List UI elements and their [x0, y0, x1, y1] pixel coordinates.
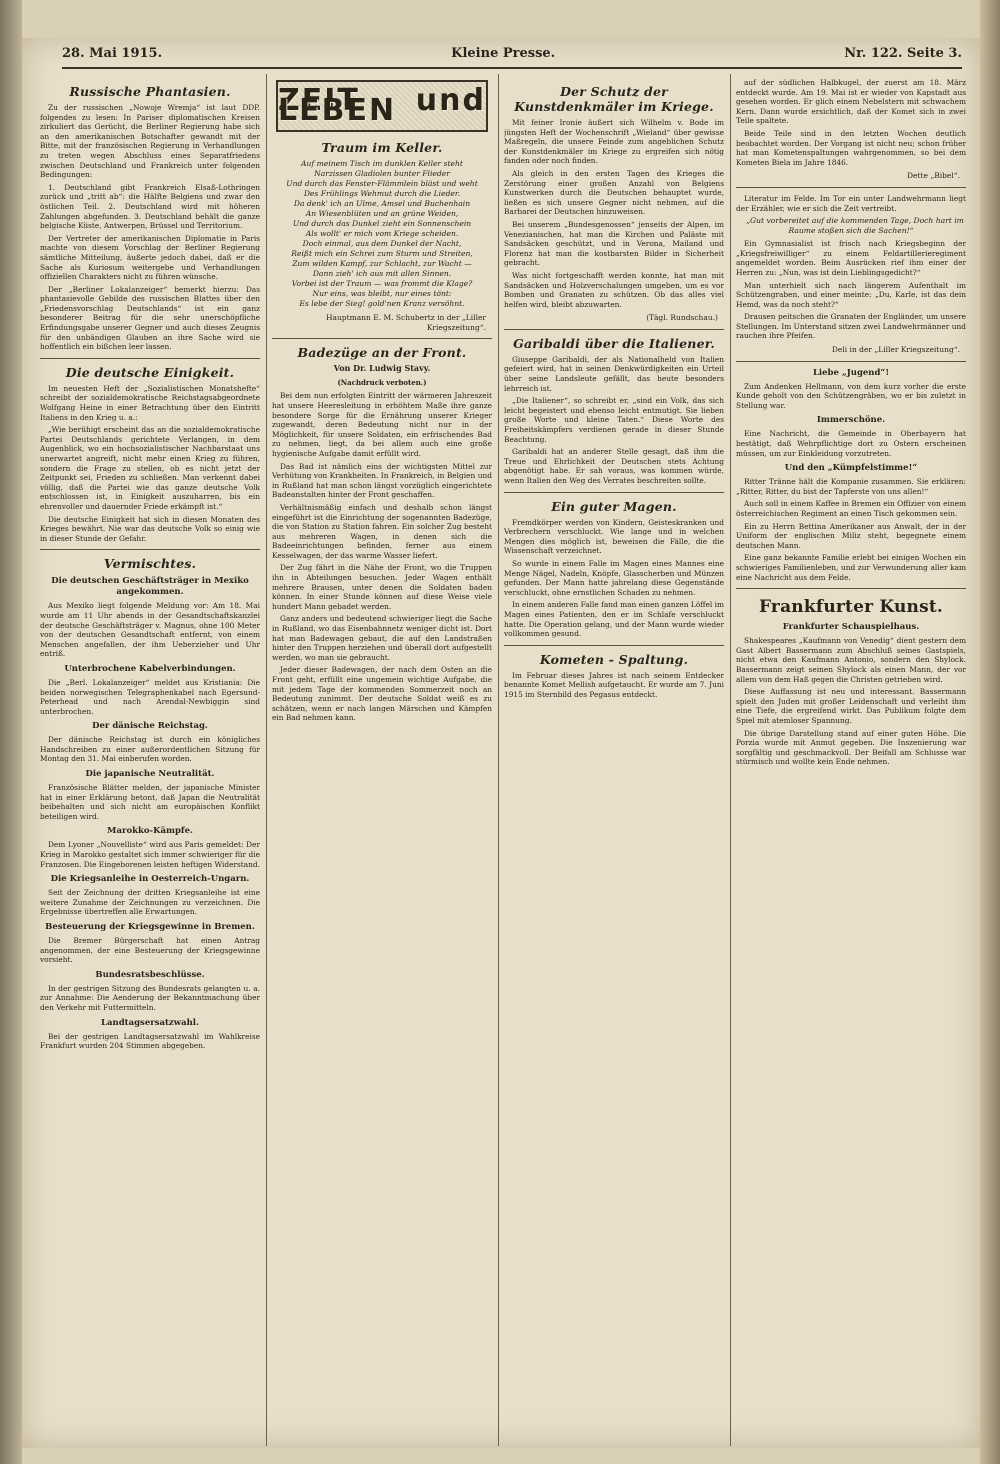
section-title: Vermischtes.	[103, 556, 197, 572]
byline: Von Dr. Ludwig Stavy.	[333, 363, 431, 374]
subheading: Besteuerung der Kriegsgewinne in Bremen.	[45, 922, 255, 932]
paragraph: Beide Teile sind in den letzten Wochen deutlich beobachtet worden. Der Vorgang ist nicht neu; schon früher hat man Kometenspaltungen wahrgenommen, so bei dem Kometen Biela im Jahre 1846.	[736, 128, 966, 167]
source-note: (Tägl. Rundschau.)	[646, 313, 718, 323]
paragraph: Garibaldi hat an anderer Stelle gesagt, daß ihm die Treue und Ehrlichkeit der Deutschen stets Achtung abgenötigt habe. Er sah voraus, was kommen würde, wenn Italien den Weg des Verrates beschreiten sollte.	[504, 447, 724, 485]
paragraph: Dem Lyoner „Nouvelliste“ wird aus Paris gemeldet: Der Krieg in Marokko gestaltet sich immer schwieriger für die Franzosen. Die Eingeborenen leisten heftigen Widerstand.	[40, 840, 260, 869]
article-title: Russische Phantasien.	[69, 84, 231, 99]
feuilleton-banner	[276, 80, 488, 132]
paragraph: So wurde in einem Falle im Magen eines Mannes eine Menge Nägel, Nadeln, Knöpfe, Glasscherben und Münzen gefunden. Der Mann hatte jahrelang diese Gegenstände verschluckt, ohne ernstlichen Schaden zu nehmen.	[504, 558, 724, 597]
column-2	[272, 78, 492, 1438]
divider	[40, 358, 260, 359]
paragraph: Zum Andenken Hellmann, von dem kurz vorher die erste Kunde geholt von den Schützengräben, wo er bis zuletzt in Stellung war.	[736, 381, 966, 410]
paragraph: Jeder dieser Badewagen, der nach dem Osten an die Front geht, erfüllt eine ungemein wichtige Aufgabe, die mit jedem Tage der kommenden Sommerzeit noch an Bedeutung zunimmt. Der deutsche Soldat weiß es zu schätzen, wenn er nach langen Märschen und Kämpfen ein Bad nehmen kann.	[272, 665, 492, 723]
poem-line: Und durch das Dunkel zieht ein Sonnenschein	[292, 219, 472, 228]
subheading: Marokko-Kämpfe.	[107, 826, 193, 837]
subheading: Immerschöne.	[816, 415, 886, 426]
paragraph: Mit feiner Ironie äußert sich Wilhelm v. Bode im jüngsten Heft der Wochenschrift „Wieland“ über gewisse Maßregeln, die unsere Feinde zum angeblichen Schutz der Kunstdenkmäler im Kriege zu ergreifen sich nötig fanden oder noch finden.	[504, 118, 724, 166]
subheading: Die japanische Neutralität.	[85, 769, 215, 780]
article-title: Ein guter Magen.	[551, 498, 677, 514]
article-title: Die deutsche Einigkeit.	[65, 364, 235, 380]
subheading: Unterbrochene Kabelverbindungen.	[64, 663, 236, 674]
signature: Dette „Bibel“.	[907, 171, 960, 181]
paragraph: Im Februar dieses Jahres ist nach seinem Entdecker benannte Komet Mellish aufgetaucht. Er wurde am 7. Juni 1915 im Sternbild des Pegasus entdeckt.	[504, 670, 724, 699]
subheading: Und den „Kümpfelstimme!“	[784, 463, 918, 474]
column-4	[736, 78, 966, 1438]
column-rule	[266, 74, 267, 1446]
paragraph: Literatur im Felde. Im Tor ein unter Landwehrmann liegt der Erzähler, wie er sich die Zeit vertreibt.	[736, 193, 966, 213]
header-issue: Nr. 122. Seite 3.	[844, 46, 962, 61]
paragraph: Drausen peitschen die Granaten der Engländer, um unsere Stellungen. Im Unterstand sitzen zwei Landwehrmänner und rauchen ihre Pfeifen.	[736, 312, 966, 341]
article-title: Badezüge an der Front.	[297, 345, 467, 361]
paragraph: Als gleich in den ersten Tagen des Krieges die Zerstörung einer großen Anzahl von Belgiens Kunstwerken durch die Deutschen behauptet wurde, ließen es sich unsere Gegner nicht nehmen, auf die Barbarei der Deutschen hinzuweisen.	[504, 168, 724, 217]
subheading: Bundesratsbeschlüsse.	[95, 969, 205, 980]
paragraph: Der dänische Reichstag ist durch ein königliches Handschreiben zu einer außerordentlichen Sitzung für Montag den 31. Mai einberufen worden.	[40, 735, 260, 764]
paragraph: Shakespeares „Kaufmann von Venedig“ dient gestern dem Gast Albert Bassermann zum Abschluß seines Gastspiels, nicht etwa den Kaufmann Antonio, sondern den Shylock. Bassermann zeigt seinen Shylock als einen Mann, der vor allem von dem Haß gegen die Christen getrieben wird.	[736, 636, 966, 684]
paragraph: Französische Blätter melden, der japanische Minister hat in einer Erklärung betont, daß Japan die Neutralität beibehalten und sich nicht am europäischen Konflikt beteiligen wird.	[40, 783, 260, 821]
divider	[40, 549, 260, 550]
article-title: Kometen - Spaltung.	[539, 651, 689, 667]
article-title: Der Schutz der Kunstdenkmäler im Kriege.	[514, 84, 714, 114]
poem-line: Dann zieh' ich aus mit allen Sinnen.	[312, 269, 452, 278]
poem-line: Und durch das Fenster-Flämmlein bläst und weht	[286, 179, 478, 188]
paragraph: Auch soll in einem Kaffee in Bremen ein Offizier von einem österreichischen Regiment an einen Tisch gekommen sein.	[736, 499, 966, 518]
article-title: Frankfurter Kunst.	[758, 597, 944, 618]
divider	[736, 588, 966, 589]
paragraph: Der Vertreter der amerikanischen Diplomatie in Paris machte von diesem Vorschlag der Berliner Regierung sämtliche Mitteilung, äußerte jedoch dabei, daß er die Sache als Kuriosum weitergebe und Verhandlungen offiziellen Charakters nicht zu führen wünsche.	[40, 233, 260, 282]
divider	[504, 645, 724, 646]
paragraph: „Wie berühigt erscheint das an die sozialdemokratische Partei Deutschlands gerichtete Verlangen, in dem Augenblick, wo ein hochsozialistischer Nachbarstaat uns unerwartet angreift, nicht mehr einen Krieg zu führen, sondern die Frage zu stellen, ob es nicht jetzt der Zeitpunkt sei, Frieden zu schließen. Man verkennt dabei völlig, daß die Partei wie das ganze deutsche Volk entschlossen ist, in Einigkeit auszuharren, bis ein ehrenvoller und dauernder Friede erkämpft ist.“	[40, 425, 260, 511]
signature: Deli in der „Liller Kriegszeitung“.	[831, 345, 960, 355]
paragraph: Das Bad ist nämlich eins der wichtigsten Mittel zur Verhütung von Krankheiten. In Frankreich, in Belgien und in Rußland hat man schon längst vorzüglich eingerichtete Badeanstalten hinter der Front geschaffen.	[272, 461, 492, 500]
poem-line: Da denk' ich an Ulme, Amsel und Buchenhain	[293, 199, 471, 208]
column-rule	[498, 74, 499, 1446]
subheading: Landtagsersatzwahl.	[101, 1017, 199, 1028]
poem	[272, 159, 492, 309]
poem-line: Des Frühlings Wehmut durch die Lieder.	[303, 189, 461, 198]
divider	[736, 361, 966, 362]
column-1	[40, 78, 260, 1438]
paragraph: In einem anderen Falle fand man einen ganzen Löffel im Magen eines Patienten, den er im Schlafe verschluckt hatte. Die Operation gelang, und der Mann wurde wieder vollkommen gesund.	[504, 600, 724, 639]
paragraph: Die übrige Darstellung stand auf einer guten Höhe. Die Porzia wurde mit Anmut gegeben. Die Inszenierung war sorgfältig und geschmackvoll. Der Beifall am Schlusse war stürmisch und wollte kein Ende nehmen.	[736, 728, 966, 767]
paragraph: Aus Mexiko liegt folgende Meldung vor: Am 18. Mai wurde am 11 Uhr abends in der Gesandtschaftskanzlei der deutsche Geschäftsträger v. Magnus, ohne 100 Meter von der deutschen Gesandtschaft entfernt, von einem Menschen angefallen, der ihm Ueberzieher und Uhr entriß.	[40, 601, 260, 659]
article-title: Garibaldi über die Italiener.	[513, 335, 715, 351]
header-paper-name: Kleine Presse.	[451, 46, 556, 61]
paragraph: In der gestrigen Sitzung des Bundesrats gelangten u. a. zur Annahme: Die Aenderung der Bekanntmachung über den Verkehr mit Futtermitteln.	[40, 983, 260, 1012]
header-date: 28. Mai 1915.	[62, 46, 163, 61]
poem-title: Traum im Keller.	[321, 140, 443, 155]
poem-line: An Wiesenblüten und an grüne Weiden,	[305, 209, 459, 218]
divider	[504, 492, 724, 493]
paragraph: Fremdkörper werden von Kindern, Geisteskranken und Verbrechern verschluckt. Wie lange und in welchen Mengen dies möglich ist, beweisen die Fälle, die die Wissenschaft verzeichnet.	[504, 517, 724, 556]
right-page-edge	[980, 0, 1000, 1464]
paragraph: Bei unserem „Bundesgenossen“ jenseits der Alpen, im Venezianischen, hat man die Kirchen und Paläste mit Sandsäcken geschützt, und in Verona, Mailand und Florenz hat man die kostbarsten Bilder in Sicherheit gebracht.	[504, 219, 724, 268]
paragraph: Der Zug fährt in die Nähe der Front, wo die Truppen ihn in Abteilungen besuchen. Jeder Wagen enthält mehrere Brausen, unter denen die Soldaten baden können. In einer Stunde können auf diese Weise viele hundert Mann gebadet werden.	[272, 563, 492, 611]
paragraph: Giuseppe Garibaldi, der als Nationalheld von Italien gefeiert wird, hat in seinen Denkwürdigkeiten ein Urteil über seine Landsleute gefällt, das heute besonders lehrreich ist.	[504, 354, 724, 393]
paragraph: Was nicht fortgeschafft werden konnte, hat man mit Sandsäcken und Holzverschalungen umgeben, um es vor Bomben und Granaten zu schützen. Ob das alles viel helfen wird, bleibt abzuwarten.	[504, 270, 724, 309]
paragraph: Der „Berliner Lokalanzeiger“ bemerkt hierzu: Das phantasievolle Gebilde des russischen Blattes über den „Friedensvorschlag Deutschlands“ ist ein ganz besonderer Beitrag für die sehr unerschöpfliche Erfindungsgabe unserer Gegner und auch dieses Zeugnis für den unbändigen Glauben an ihre Sache wird sie hoffentlich ein bißchen leer lassen.	[40, 284, 260, 352]
paragraph: Ein Gymnasialist ist frisch nach Kriegsbeginn der „Kriegsfreiwilliger“ zu einem Feldartillerieregiment angemeldet worden. Beim Ausrücken rief ihm einer der Herren zu: „Nun, was ist dein Lieblingsgedicht?“	[736, 239, 966, 277]
poem-line: Zum wilden Kampf, zur Schlacht, zur Wacht —	[292, 259, 472, 268]
subheading: Liebe „Jugend“!	[812, 367, 890, 378]
paragraph: Die Bremer Bürgerschaft hat einen Antrag angenommen, der eine Besteuerung der Kriegsgewinne vorsieht.	[40, 936, 260, 965]
paragraph: Zu der russischen „Nowoje Wremja“ ist laut DDP. folgendes zu lesen: In Pariser diplomatischen Kreisen zirkuliert das Gerücht, die Berliner Regierung habe sich an den amerikanischen Botschafter gewandt mit der Bitte, mit der französischen Regierung in Verhandlungen zu treten wegen Abschluss eines Separatfriedens zwischen Deutschland und Frankreich unter folgenden Bedingungen:	[40, 103, 260, 180]
paragraph: Im neuesten Heft der „Sozialistischen Monatshefte“ schreibt der sozialdemokratische Reichstagsabgeordnete Wolfgang Heine in einer Betrachtung über den Eintritt Italiens in den Krieg u. a.:	[40, 383, 260, 422]
divider	[736, 187, 966, 188]
divider	[272, 338, 492, 339]
subheading: Die Kriegsanleihe in Oesterreich-Ungarn.	[50, 874, 250, 885]
page-header	[62, 46, 962, 69]
subheading: Der dänische Reichstag.	[92, 721, 208, 732]
poem-line: Nur eins, was bleibt, nur eines tönt:	[312, 289, 452, 298]
paragraph: Ein zu Herrn Bettina Amerikaner aus Anwalt, der in der Uniform der englischen Miliz steht, begegnete einem deutschen Mann.	[736, 521, 966, 550]
banner-title: ZEIT und LEBEN	[278, 83, 486, 128]
paragraph: Bei der gestrigen Landtagsersatzwahl im Wahlkreise Frankfurt wurden 204 Stimmen abgegeben.	[40, 1031, 260, 1051]
paragraph: Die deutsche Einigkeit hat sich in diesen Monaten des Krieges bewährt. Nie war das deutsche Volk so einig wie in dieser Stunde der Gefahr.	[40, 514, 260, 543]
poem-line: Es lebe der Sieg! gold'nen Kranz versöhnt.	[299, 299, 465, 308]
poem-line: Narzissen Gladiolen bunter Flieder	[314, 169, 450, 178]
quote: „Gut vorbereitet auf die kommenden Tage, Doch hart im Raume stoßen sich die Sachen!“	[746, 216, 964, 236]
left-binding-edge	[0, 0, 22, 1464]
divider	[504, 329, 724, 330]
column-3	[504, 78, 724, 1438]
paragraph: Diese Auffassung ist neu und interessant. Bassermann spielt den Juden mit großer Leidenschaft und verleiht ihm eine Tiefe, die ergreifend wirkt. Das Publikum folgte dem Spiel mit atemloser Spannung.	[736, 687, 966, 725]
poem-line: Vorbei ist der Traum — was frommt die Klage?	[291, 279, 473, 288]
paragraph: Man unterhielt sich nach längerem Aufenthalt im Schützengraben, und einer meinte: „Du, Karle, ist das dein Hemd, was da noch steht?“	[736, 280, 966, 309]
paragraph: Ganz anders und bedeutend schwieriger liegt die Sache in Rußland, wo das Eisenbahnnetz weniger dicht ist. Dort hat man Badewagen gebaut, die auf den Landstraßen hinter den Truppen herziehen und überall dort aufgestellt werden, wo man sie gebraucht.	[272, 614, 492, 662]
paragraph: 1. Deutschland gibt Frankreich Elsaß-Lothringen zurück und „tritt ab“: die Hälfte Belgiens und zwar den östlichen Teil. 2. Deutschland wird mit höheren Zahlungen abgefunden. 3. Deutschland behält die ganze belgische Küste, Antwerpen, Brüssel und Territorium.	[40, 182, 260, 231]
newspaper-page	[22, 38, 980, 1448]
paragraph: Eine ganz bekannte Familie erlebt bei einigen Wochen ein schwieriges Familienleben, und zur Verwunderung aller kam eine Nachricht aus dem Felde.	[736, 553, 966, 582]
reprint-note: (Nachdruck verboten.)	[337, 377, 427, 387]
column-rule	[730, 74, 731, 1446]
paragraph: Die „Berl. Lokalanzeiger“ meldet aus Kristiania: Die beiden norwegischen Telegraphenkabel nach Egersund-Peterhead und nach Arendal-Newbiggin sind unterbrochen.	[40, 677, 260, 716]
poem-line: Reißt mich ein Schrei zum Sturm und Streiten,	[291, 249, 473, 258]
paragraph: auf der südlichen Halbkugel, der zuerst am 18. März entdeckt wurde. Am 19. Mai ist er wieder von Kapstadt aus gesehen worden. Er glich einem Nebelstern mit schwachem Kern. Dann wurde ersichtlich, daß der Komet sich in zwei Teile spaltete.	[736, 78, 966, 126]
paragraph: Eine Nachricht, die Gemeinde in Oberbayern hat bestätigt, daß Wehrpflichtige dort zu Ostern erscheinen müssen, um zur Einkleidung vorzutreten.	[736, 429, 966, 458]
poem-author: Hauptmann E. M. Schubertz in der „Liller Kriegszeitung“.	[325, 313, 486, 332]
paragraph: Ritter Tränne hält die Kompanie zusammen. Sie erklären: „Ritter, Ritter, du bist der Tapferste von uns allen!“	[736, 477, 966, 496]
paragraph: „Die Italiener“, so schreibt er, „sind ein Volk, das sich leicht begeistert und ebenso leicht entmutigt. Sie lieben große Worte und kleine Taten.“ Diese Worte des Freiheitskämpfers verdienen gerade in dieser Stunde Beachtung.	[504, 396, 724, 444]
subheading: Die deutschen Geschäftsträger in Mexiko angekommen.	[51, 576, 249, 598]
poem-line: Doch einmal, aus dem Dunkel der Nacht,	[302, 239, 462, 248]
poem-line: Auf meinem Tisch im dunklen Keller steht	[301, 159, 463, 168]
poem-line: Als wollt' er mich vom Kriege scheiden.	[305, 229, 459, 238]
subheading: Frankfurter Schauspielhaus.	[782, 622, 920, 633]
paragraph: Seit der Zeichnung der dritten Kriegsanleihe ist eine weitere Zunahme der Zeichnungen zu verzeichnen. Die Ergebnisse übertreffen alle Erwartungen.	[40, 888, 260, 917]
paragraph: Verhältnismäßig einfach und deshalb schon längst eingeführt ist die Einrichtung der sogenannten Badezüge, die von Station zu Station fahren. Ein solcher Zug besteht aus mehreren Wagen, in denen sich die Badeeinrichtungen befinden, ferner aus einem Kesselwagen, der das warme Wasser liefert.	[272, 502, 492, 560]
paragraph: Bei dem nun erfolgten Eintritt der wärmeren Jahreszeit hat unsere Heeresleitung in erhöhtem Maße ihre ganze besondere Sorge für die Ernährung unserer Krieger zugewandt, deren Bedeutung nicht nur in der Möglichkeit, für unsere Soldaten, ein erfrischendes Bad zu nehmen, liegt, da bei allem auch eine große hygienische Aufgabe damit erfüllt wird.	[272, 391, 492, 458]
